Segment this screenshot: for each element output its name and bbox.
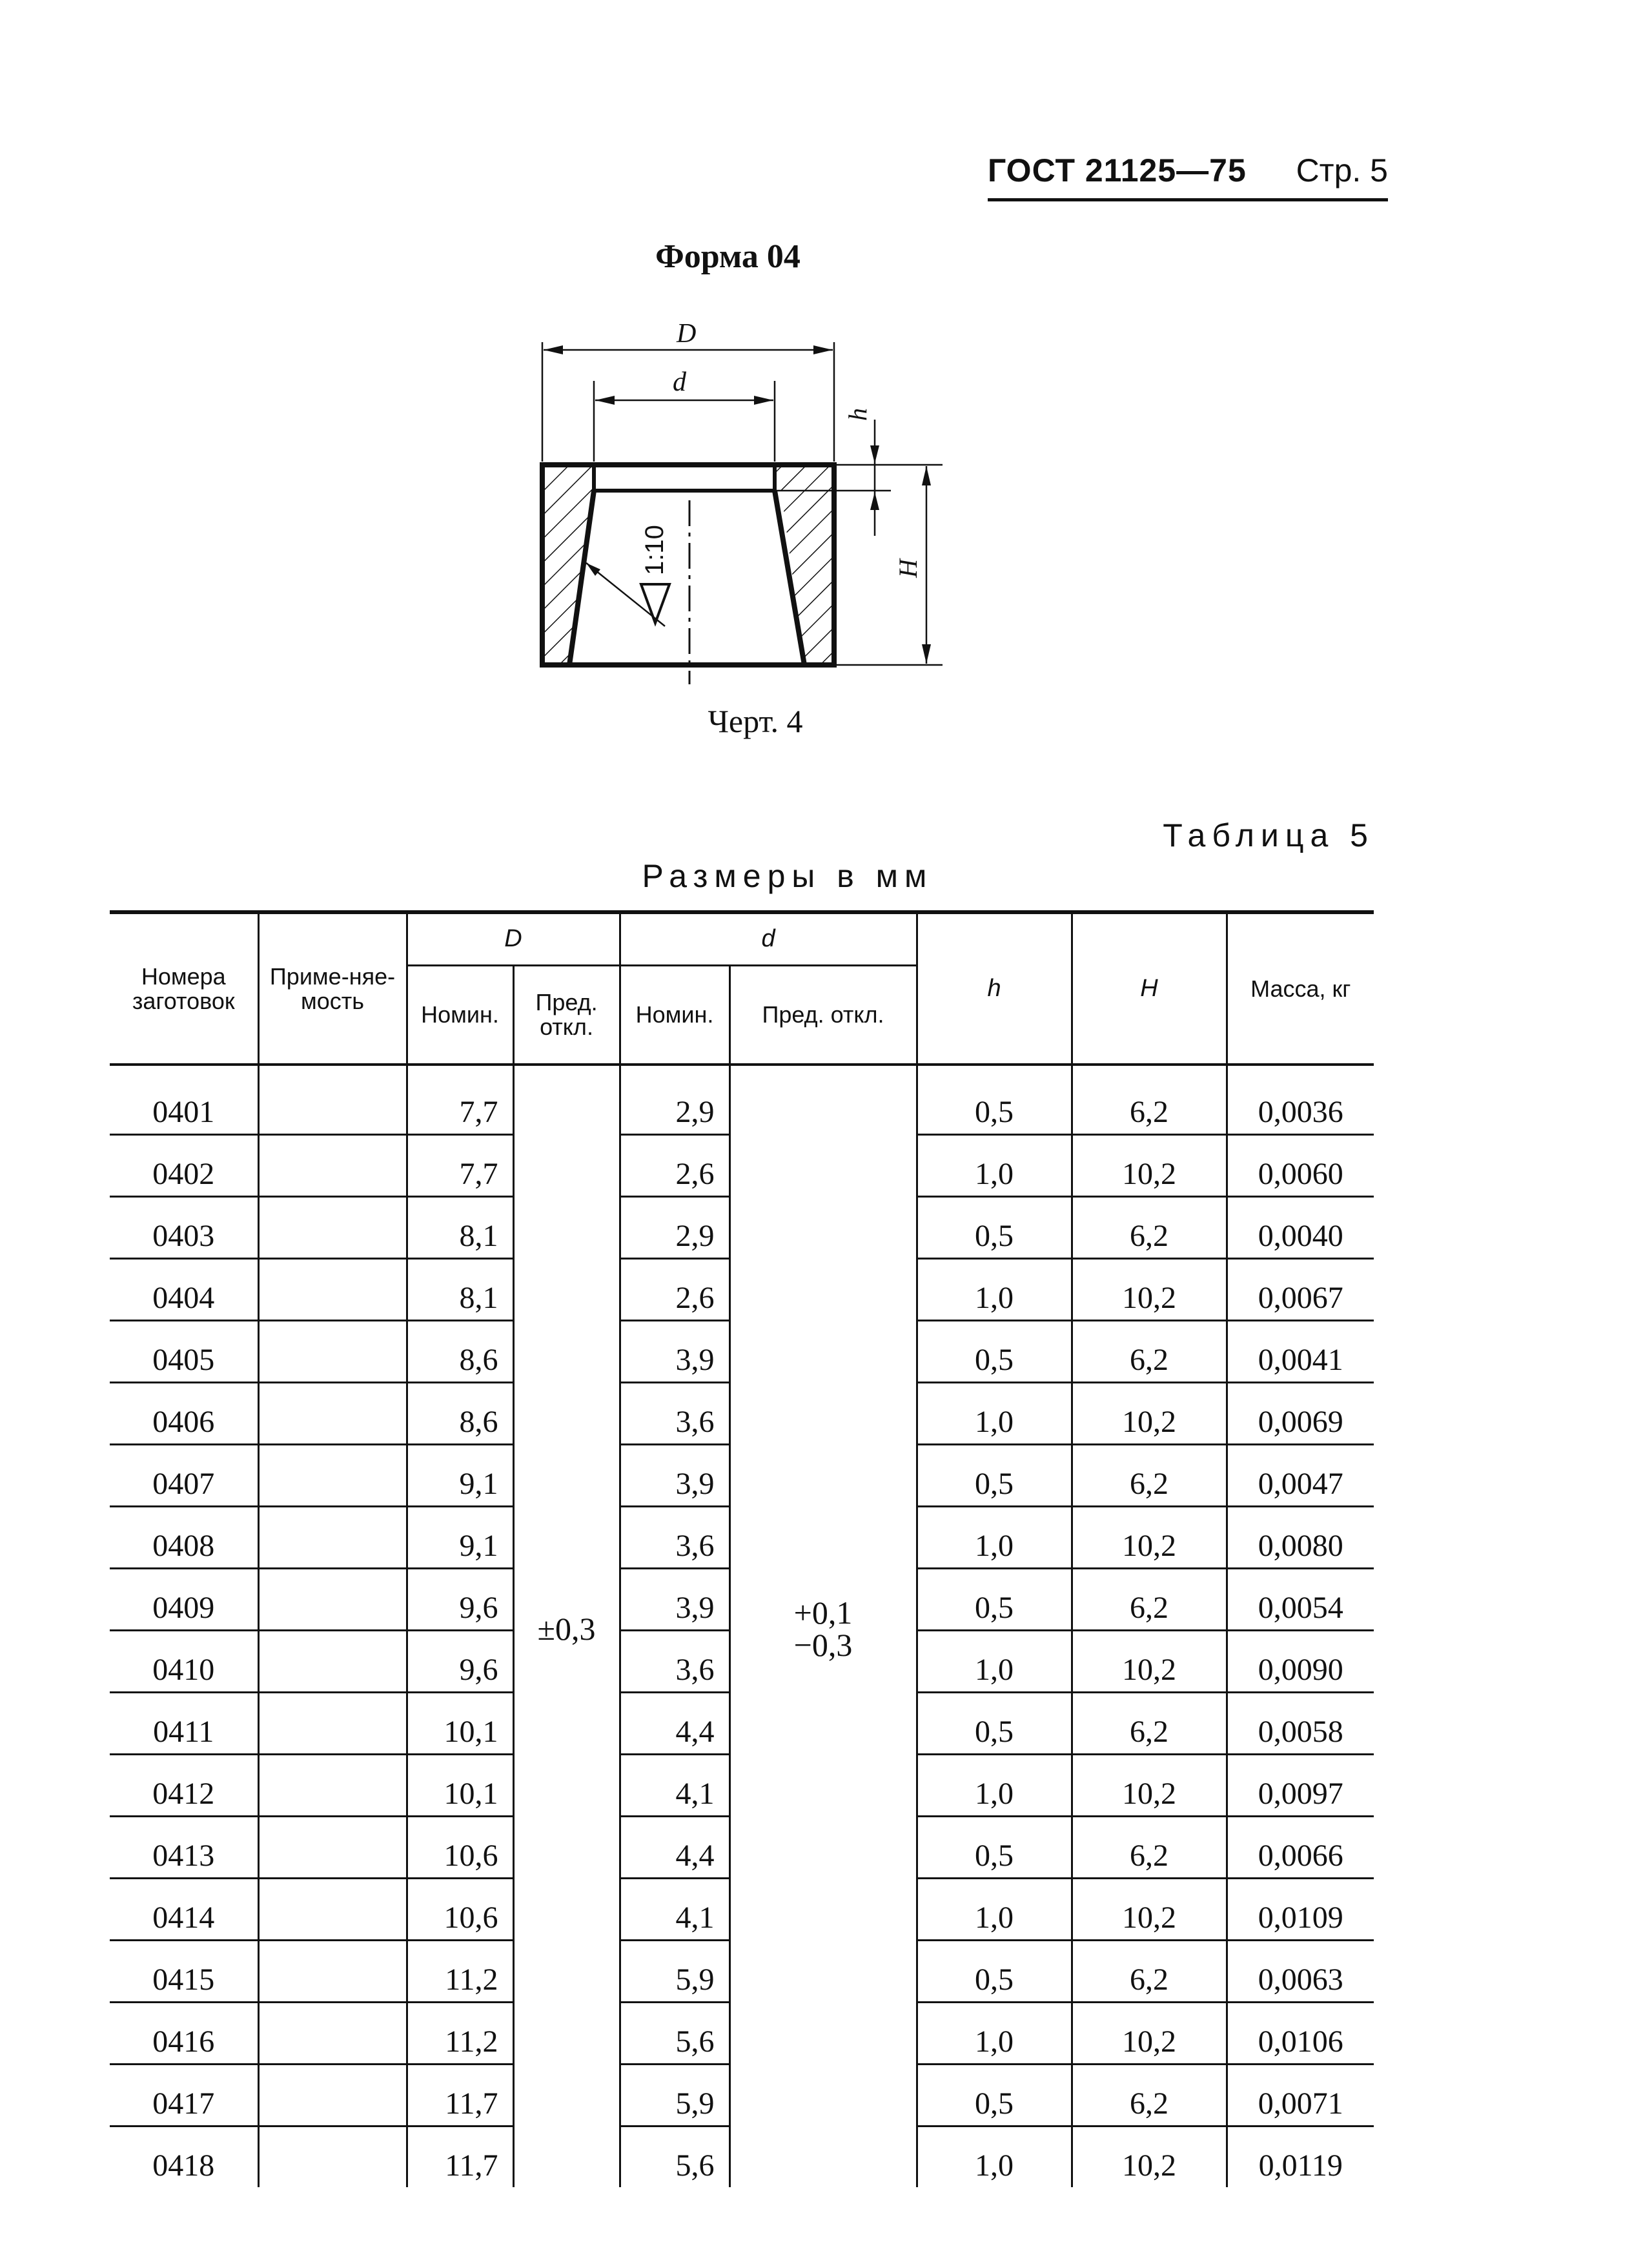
blank-number: 0402 (110, 1135, 258, 1197)
H-value: 6,2 (1072, 1445, 1227, 1507)
d-tolerance-minus: −0,3 (793, 1626, 853, 1663)
mass-value: 0,0060 (1227, 1135, 1374, 1197)
blank-number: 0406 (110, 1383, 258, 1445)
mass-value: 0,0119 (1227, 2126, 1374, 2188)
header-D: D (407, 912, 620, 966)
D-nominal: 8,1 (407, 1197, 513, 1259)
H-value: 10,2 (1072, 1135, 1227, 1197)
blank-number: 0418 (152, 2148, 215, 2183)
label-d: d (673, 367, 686, 397)
H-value: 6,2 (1072, 1197, 1227, 1259)
d-nominal: 3,9 (620, 1445, 729, 1507)
D-nominal: 10,6 (407, 1879, 513, 1941)
H-value: 10,2 (1072, 1879, 1227, 1941)
header-d-nominal: Номин. (620, 966, 729, 1065)
applicability-cell (258, 1693, 407, 1755)
blank-number: 0417 (110, 2065, 258, 2126)
mass-value: 0,0040 (1227, 1197, 1374, 1259)
D-nominal: 11,2 (407, 2003, 513, 2065)
h-value: 0,5 (917, 2065, 1072, 2126)
right-wall-section (775, 465, 834, 665)
dimensions-table (110, 910, 1374, 2187)
h-value: 0,5 (917, 1065, 1072, 1135)
d-nominal: 3,6 (620, 1383, 729, 1445)
D-nominal: 8,1 (407, 1259, 513, 1321)
applicability-cell (258, 1065, 407, 1135)
applicability-cell (258, 1383, 407, 1445)
D-nominal: 11,7 (407, 2126, 513, 2188)
mass-value: 0,0047 (1227, 1445, 1374, 1507)
d-nominal: 2,9 (620, 1197, 729, 1259)
h-value: 1,0 (917, 2003, 1072, 2065)
applicability-cell (258, 2065, 407, 2126)
D-nominal: 10,6 (407, 1817, 513, 1879)
h-value: 0,5 (917, 1321, 1072, 1383)
drawing-caption: Черт. 4 (708, 703, 803, 739)
units-note: Размеры в мм (642, 858, 933, 894)
D-nominal: 8,6 (407, 1383, 513, 1445)
applicability-cell (258, 2126, 407, 2188)
H-value: 6,2 (1072, 1321, 1227, 1383)
applicability-cell (258, 1879, 407, 1941)
d-nominal: 3,9 (620, 1569, 729, 1631)
d-nominal: 5,6 (620, 2003, 729, 2065)
h-value: 0,5 (917, 1941, 1072, 2003)
applicability-cell (258, 1755, 407, 1817)
D-nominal: 11,7 (407, 2065, 513, 2126)
applicability-cell (258, 1445, 407, 1507)
standard-number: ГОСТ 21125—75 (988, 152, 1247, 189)
applicability-cell (258, 1321, 407, 1383)
d-nominal: 5,9 (620, 1941, 729, 2003)
H-value: 10,2 (1072, 1383, 1227, 1445)
header-D-nominal: Номин. (407, 966, 513, 1065)
applicability-cell (258, 1135, 407, 1197)
h-value: 0,5 (917, 1197, 1072, 1259)
D-nominal: 9,6 (407, 1569, 513, 1631)
d-nominal: 4,4 (620, 1693, 729, 1755)
H-value: 10,2 (1072, 1259, 1227, 1321)
applicability-cell (258, 1941, 407, 2003)
blank-number: 0403 (110, 1197, 258, 1259)
mass-value: 0,0067 (1227, 1259, 1374, 1321)
mass-value: 0,0058 (1227, 1693, 1374, 1755)
d-nominal: 4,1 (620, 1879, 729, 1941)
d-nominal: 4,4 (620, 1817, 729, 1879)
mass-value: 0,0063 (1227, 1941, 1374, 2003)
d-tolerance-plus: +0,1 (793, 1594, 853, 1631)
table-label: Таблица 5 (1163, 817, 1374, 853)
H-value: 6,2 (1072, 1065, 1227, 1135)
mass-value: 0,0106 (1227, 2003, 1374, 2065)
applicability-cell (258, 1197, 407, 1259)
blank-number: 0415 (110, 1941, 258, 2003)
applicability-cell (258, 1631, 407, 1693)
blank-number: 0405 (110, 1321, 258, 1383)
H-value: 6,2 (1072, 1817, 1227, 1879)
h-value: 1,0 (917, 1259, 1072, 1321)
H-value: 6,2 (1072, 1569, 1227, 1631)
applicability-cell (258, 1507, 407, 1569)
H-value: 6,2 (1072, 1941, 1227, 2003)
header-D-tolerance: Пред. откл. (513, 966, 620, 1065)
applicability-cell (258, 1817, 407, 1879)
D-nominal: 10,1 (407, 1693, 513, 1755)
table-body (110, 1065, 1374, 2187)
header-applicability: Приме-няе-мость (258, 912, 407, 1065)
blank-number: 0410 (110, 1631, 258, 1693)
mass-value: 0,0069 (1227, 1383, 1374, 1445)
H-value: 10,2 (1072, 1507, 1227, 1569)
header-mass: Масса, кг (1227, 912, 1374, 1065)
blank-number: 0411 (110, 1693, 258, 1755)
H-value: 10,2 (1072, 1631, 1227, 1693)
applicability-cell (258, 1569, 407, 1631)
D-tolerance-value: ±0,3 (537, 1610, 596, 1647)
h-value: 1,0 (917, 1631, 1072, 1693)
d-nominal: 2,6 (620, 1259, 729, 1321)
d-nominal: 3,6 (620, 1507, 729, 1569)
D-nominal: 9,1 (407, 1445, 513, 1507)
header-d-tolerance: Пред. откл. (729, 966, 917, 1065)
d-tolerance (729, 1065, 917, 2187)
D-nominal: 7,7 (407, 1065, 513, 1135)
blank-number: 0407 (110, 1445, 258, 1507)
mass-value: 0,0054 (1227, 1569, 1374, 1631)
mass-value: 0,0066 (1227, 1817, 1374, 1879)
mass-value: 0,0109 (1227, 1879, 1374, 1941)
D-nominal: 9,6 (407, 1631, 513, 1693)
form-title: Форма 04 (655, 238, 801, 275)
label-D: D (677, 319, 697, 349)
header-h: h (917, 912, 1072, 1065)
blank-number: 0409 (110, 1569, 258, 1631)
d-nominal: 3,9 (620, 1321, 729, 1383)
h-value: 1,0 (917, 2126, 1072, 2188)
h-value: 1,0 (917, 1755, 1072, 1817)
table-row (110, 1065, 1374, 1135)
d-nominal: 5,6 (620, 2126, 729, 2188)
h-value: 0,5 (917, 1445, 1072, 1507)
H-value: 6,2 (1072, 2065, 1227, 2126)
page-header (988, 152, 1388, 201)
h-value: 0,5 (917, 1569, 1072, 1631)
H-value: 10,2 (1072, 2003, 1227, 2065)
blank-drawing (504, 316, 994, 691)
h-value: 1,0 (917, 1383, 1072, 1445)
applicability-cell (258, 2003, 407, 2065)
blank-number: 0404 (110, 1259, 258, 1321)
label-h: h (843, 408, 872, 421)
blank-number: 0412 (110, 1755, 258, 1817)
taper-ratio: 1:10 (640, 525, 669, 575)
h-value: 1,0 (917, 1507, 1072, 1569)
d-nominal: 2,9 (620, 1065, 729, 1135)
D-nominal: 7,7 (407, 1135, 513, 1197)
H-value: 10,2 (1072, 1755, 1227, 1817)
mass-value: 0,0071 (1227, 2065, 1374, 2126)
d-nominal: 2,6 (620, 1135, 729, 1197)
mass-value: 0,0090 (1227, 1631, 1374, 1693)
h-value: 1,0 (917, 1879, 1072, 1941)
h-value: 0,5 (917, 1817, 1072, 1879)
h-value: 1,0 (917, 1135, 1072, 1197)
blank-number: 0414 (110, 1879, 258, 1941)
D-tolerance (513, 1065, 620, 2187)
blank-number: 0416 (110, 2003, 258, 2065)
applicability-cell (258, 1259, 407, 1321)
d-nominal: 3,6 (620, 1631, 729, 1693)
blank-number: 0401 (110, 1065, 258, 1135)
mass-value: 0,0041 (1227, 1321, 1374, 1383)
mass-value: 0,0080 (1227, 1507, 1374, 1569)
header-H: H (1072, 912, 1227, 1065)
d-nominal: 5,9 (620, 2065, 729, 2126)
d-nominal: 4,1 (620, 1755, 729, 1817)
label-H: H (893, 559, 923, 578)
blank-number: 0408 (110, 1507, 258, 1569)
blank-number: 0413 (110, 1817, 258, 1879)
page-number: Стр. 5 (1296, 152, 1388, 189)
mass-value: 0,0036 (1227, 1065, 1374, 1135)
left-wall-section (542, 465, 594, 665)
header-number: Номера заготовок (132, 963, 235, 1014)
D-nominal: 9,1 (407, 1507, 513, 1569)
H-value: 10,2 (1072, 2126, 1227, 2188)
D-nominal: 10,1 (407, 1755, 513, 1817)
h-value: 0,5 (917, 1693, 1072, 1755)
mass-value: 0,0097 (1227, 1755, 1374, 1817)
header-d: d (620, 912, 917, 966)
H-value: 6,2 (1072, 1693, 1227, 1755)
D-nominal: 11,2 (407, 1941, 513, 2003)
D-nominal: 8,6 (407, 1321, 513, 1383)
